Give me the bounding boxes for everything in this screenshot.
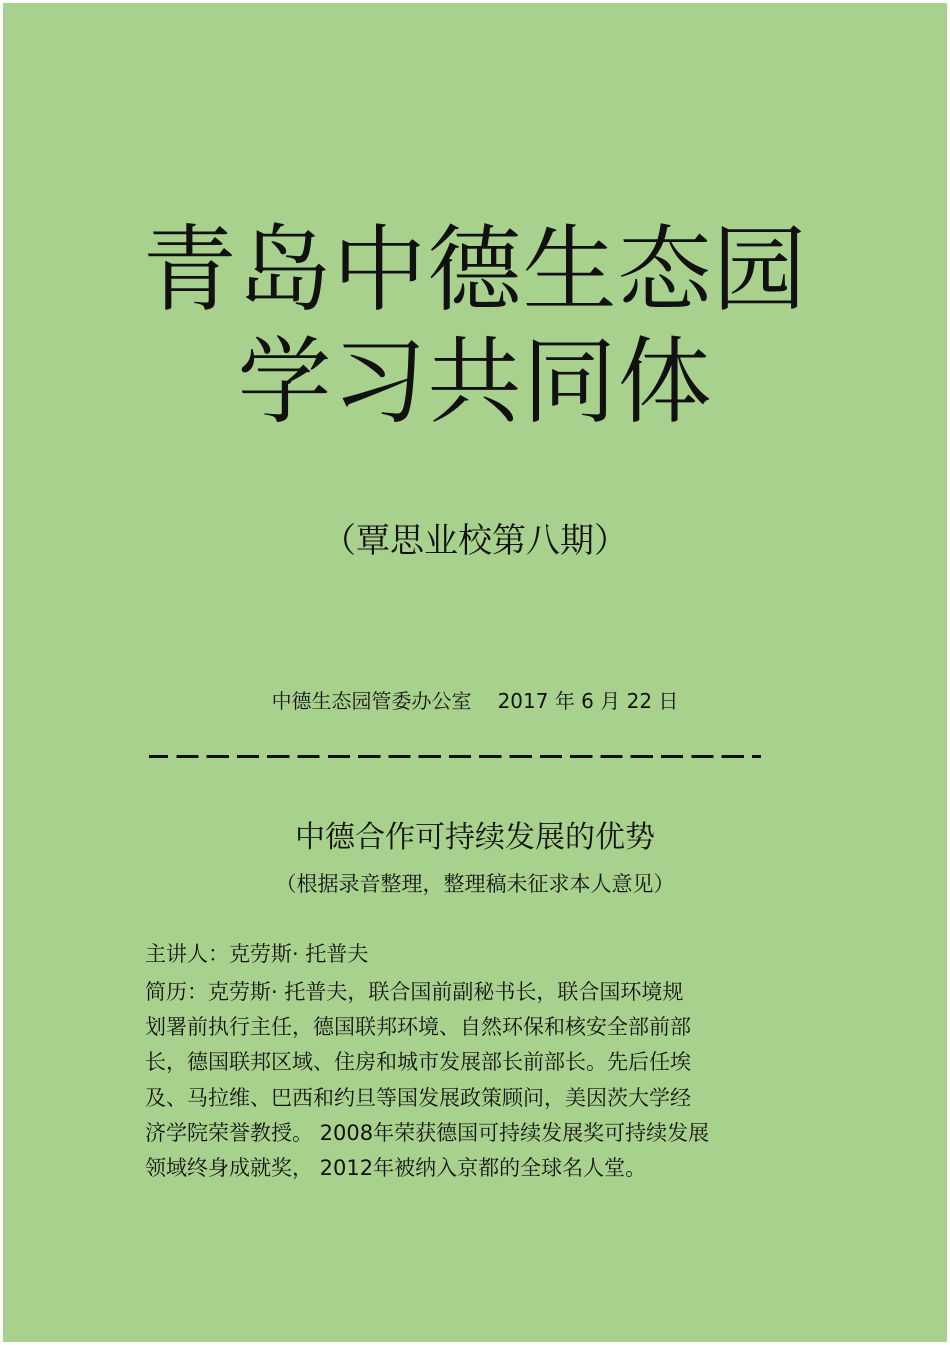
bio-line: 划署前执行主任，德国联邦环境、自然环保和核安全部前部 [145, 1015, 691, 1040]
publication-info [3, 687, 947, 715]
issue-label: （覃思业校第八期） [322, 521, 628, 561]
bio-line: 长，德国联邦区域、住房和城市发展部长前部长。先后任埃 [145, 1050, 691, 1075]
bio-line: 领域终身成就奖， 2012年被纳入京都的全球名人堂。 [145, 1156, 647, 1181]
cover-title-line-1: 青岛中德生态园 [142, 216, 808, 325]
publish-date: 2017 年 6 月 22 日 [497, 689, 679, 713]
bio-line: 济学院荣誉教授。 2008年荣获德国可持续发展奖可持续发展 [145, 1120, 710, 1145]
document-page [3, 3, 947, 1342]
article-note: （根据录音整理，整理稿未征求本人意见） [275, 872, 675, 896]
speaker-bio [145, 975, 775, 1186]
article-title: 中德合作可持续发展的优势 [295, 820, 655, 855]
separator-rule [149, 755, 761, 758]
speaker-line: 主讲人：克劳斯· 托普夫 [145, 942, 369, 966]
cover-title [3, 215, 947, 439]
cover-title-line-2: 学习共同体 [237, 328, 713, 437]
bio-line: 简历：克劳斯· 托普夫，联合国前副秘书长，联合国环境规 [145, 980, 684, 1004]
publisher: 中德生态园管委办公室 [271, 689, 472, 713]
bio-line: 及、马拉维、巴西和约旦等国发展政策顾问，美因茨大学经 [145, 1085, 691, 1110]
